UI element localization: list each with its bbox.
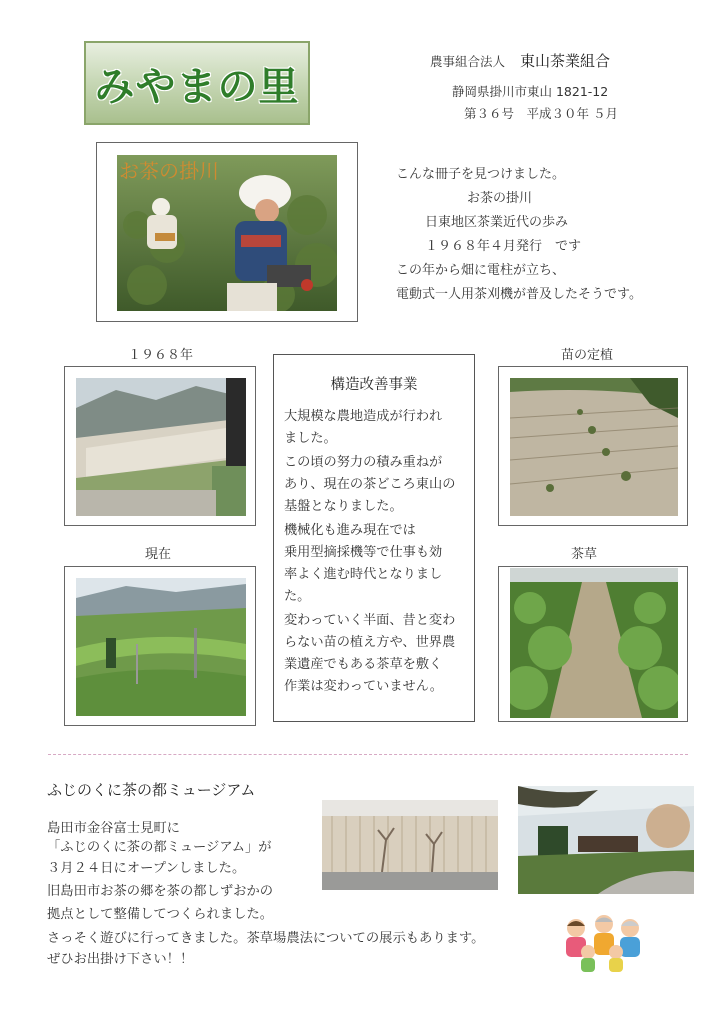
photo-now: [76, 578, 246, 716]
seedling-planting-image: [510, 378, 678, 516]
photo-chagusa-frame: [498, 566, 688, 722]
org-name: 東山茶業組合: [520, 52, 611, 70]
photo-1968-frame: [64, 366, 256, 526]
photo-seedling: [510, 378, 678, 516]
middle-box-title: 構造改善事業: [330, 377, 418, 393]
middle-line-8: 率よく進む時代となりまし: [284, 567, 443, 582]
cover-book-title: お茶の掛川: [119, 159, 219, 183]
org-type: 農事組合法人: [430, 54, 506, 69]
intro-line-4: １９６８年４月発行 です: [425, 239, 582, 254]
cover-photo: [117, 155, 337, 311]
museum-line-5: 拠点として整備してつくられました。: [47, 907, 274, 922]
museum-line-1: 島田市金谷富士見町に: [47, 821, 180, 836]
middle-line-5: 基盤となりました。: [284, 499, 403, 514]
photo-chagusa: [510, 568, 678, 718]
middle-line-7: 乗用型摘採機等で仕事も効: [284, 545, 443, 560]
newsletter-title: みやまの里: [94, 63, 300, 110]
land-development-image: [76, 378, 246, 516]
tea-fields-now-image: [76, 578, 246, 716]
middle-line-1: 大規模な農地造成が行われ: [284, 409, 443, 424]
tea-grass-mulch-image: [510, 568, 678, 718]
family-illustration: [556, 914, 652, 974]
museum-line-6: さっそく遊びに行ってきました。茶草場農法についての展示もあります。: [47, 931, 485, 946]
intro-line-3: 日東地区茶業近代の歩み: [425, 215, 569, 230]
section-divider: [48, 754, 688, 755]
middle-line-2: ました。: [284, 431, 337, 446]
middle-line-4: あり、現在の茶どころ東山の: [284, 477, 456, 492]
museum-line-3: ３月２４日にオープンしました。: [47, 861, 246, 876]
middle-line-11: らない苗の植え方や、世界農: [284, 635, 456, 650]
newsletter-title-logo: [84, 41, 310, 125]
middle-line-12: 業遺産でもある茶草を敷く: [284, 657, 443, 672]
middle-line-3: この頃の努力の積み重ねが: [284, 455, 443, 470]
middle-line-6: 機械化も進み現在では: [284, 523, 416, 538]
japanese-garden-image: [518, 786, 694, 894]
intro-line-6: 電動式一人用茶刈機が普及したそうです。: [396, 287, 642, 302]
caption-seedling: 苗の定植: [561, 348, 614, 363]
museum-garden-photo: [518, 786, 694, 894]
intro-line-5: この年から畑に電柱が立ち、: [396, 263, 566, 278]
issue-info: 第３６号 平成３０年 ５月: [464, 106, 618, 121]
museum-building-photo: [322, 800, 498, 890]
museum-section-title: ふじのくに茶の都ミュージアム: [47, 781, 256, 799]
photo-now-frame: [64, 566, 256, 726]
middle-line-9: た。: [284, 589, 311, 604]
address: 静岡県掛川市東山 1821-12: [452, 84, 609, 99]
museum-line-7: ぜひお出掛け下さい！！: [47, 952, 194, 967]
caption-now: 現在: [145, 547, 172, 562]
intro-line-1: こんな冊子を見つけました。: [396, 167, 566, 182]
family-icon: [556, 914, 652, 974]
caption-1968: １９６８年: [128, 348, 194, 363]
intro-line-2: お茶の掛川: [467, 191, 533, 206]
middle-line-13: 作業は変わっていません。: [284, 679, 443, 694]
museum-line-4: 旧島田市お茶の郷を茶の都しずおかの: [47, 884, 274, 899]
structural-improvement-box: [273, 354, 475, 722]
cover-photo-frame: [96, 142, 358, 322]
middle-line-10: 変わっていく半面、昔と変わ: [284, 613, 456, 628]
caption-chagusa: 茶草: [571, 547, 598, 562]
photo-1968: [76, 378, 246, 516]
museum-building-image: [322, 800, 498, 890]
museum-line-2: 「ふじのくに茶の都ミュージアム」が: [47, 840, 272, 855]
photo-seedling-frame: [498, 366, 688, 526]
